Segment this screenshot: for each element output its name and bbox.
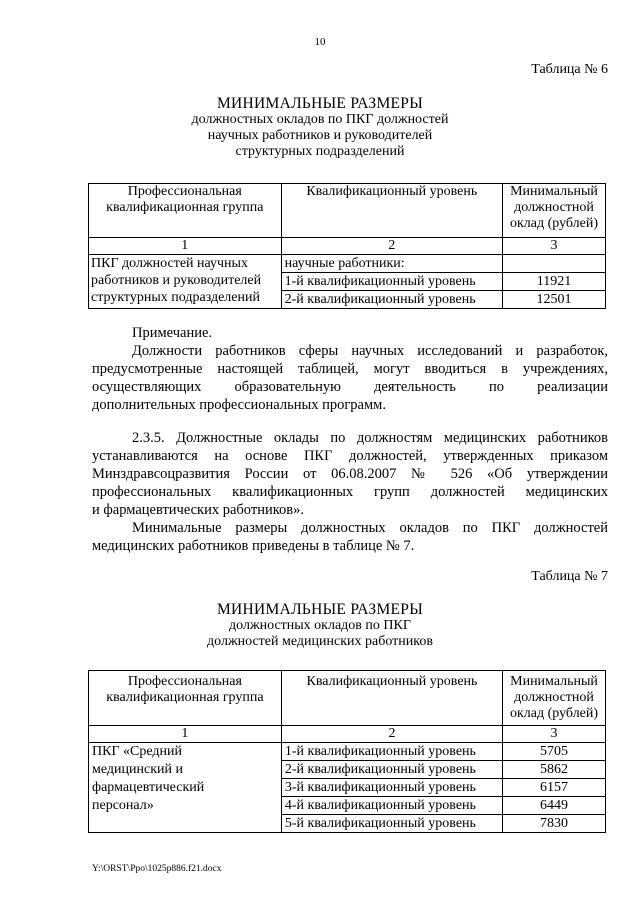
table6-group-cell	[89, 255, 282, 309]
table7-row-salary: 6157	[503, 779, 606, 797]
section-line: 2.3.5. Должностные оклады по должностям медицинских работников	[132, 430, 608, 446]
table7-row-level: 2-й квалификационный уровень	[281, 761, 502, 779]
table7-header-salary: Минимальный должностной оклад (рублей)	[503, 671, 606, 726]
note-line: осуществляющих образовательную деятельность по реализации	[92, 379, 608, 395]
section-line: Минздравсоцразвития России от 06.08.2007 № 526 «Об утверждении	[92, 466, 608, 482]
table7	[88, 670, 606, 833]
table7-subtitle-line: должностных окладов по ПКГ	[229, 618, 411, 633]
table6-subtitle-line: структурных подразделений	[235, 144, 405, 159]
table6-row-level: научные работники:	[281, 255, 502, 273]
table6	[88, 183, 606, 309]
page-number: 10	[314, 36, 326, 48]
table7-row-salary: 7830	[503, 815, 606, 833]
table7-row-salary: 6449	[503, 797, 606, 815]
section-line: и фармацевтических работников».	[92, 502, 304, 518]
note-line: предусмотренные настоящей таблицей, могут вводиться в учреждениях,	[92, 361, 608, 377]
table7-heading	[80, 602, 560, 650]
table6-col-number: 2	[281, 238, 502, 255]
footer-file-path: Y:\ORST\Ppo\1025p886.f21.docx	[92, 864, 222, 874]
table6-group-line: структурных подразделений	[91, 290, 260, 305]
table7-header-group: Профессиональная квалификационная группа	[89, 671, 282, 726]
table6-group-line: ПКГ должностей научных	[91, 256, 248, 271]
note-title: Примечание.	[132, 325, 213, 341]
table7-row-salary: 5862	[503, 761, 606, 779]
table7-title: МИНИМАЛЬНЫЕ РАЗМЕРЫ	[216, 601, 424, 618]
section-line: профессиональных квалификационных групп должностей медицинских	[92, 484, 608, 500]
table6-label: Таблица № 6	[531, 62, 608, 77]
table6-group-line: работников и руководителей	[91, 273, 262, 288]
table7-col-number: 1	[89, 726, 282, 743]
section-line: устанавливаются на основе ПКГ должностей, утвержденных приказом	[92, 448, 608, 464]
table6-col-number: 3	[503, 238, 606, 255]
table6-header-group: Профессиональная квалификационная группа	[89, 184, 282, 238]
table7-row-level: 3-й квалификационный уровень	[281, 779, 502, 797]
table7-row-level: 4-й квалификационный уровень	[281, 797, 502, 815]
table7-row-salary: 5705	[503, 743, 606, 761]
table7-row-level: 1-й квалификационный уровень	[281, 743, 502, 761]
table6-header-salary: Минимальный должностной оклад (рублей)	[503, 184, 606, 238]
table6-heading	[80, 96, 560, 160]
table6-header-level: Квалификационный уровень	[281, 184, 502, 238]
table7-subtitle-line: должностей медицинских работников	[207, 634, 433, 649]
section-line: медицинских работников приведены в таблице № 7.	[92, 538, 415, 554]
table6-subtitle-line: научных работников и руководителей	[207, 128, 433, 143]
table7-header-level: Квалификационный уровень	[281, 671, 502, 726]
table7-col-number: 2	[281, 726, 502, 743]
table6-row-level: 2-й квалификационный уровень	[281, 291, 502, 309]
note-line: Должности работников сферы научных исследований и разработок,	[132, 343, 608, 359]
table6-row-salary: 12501	[503, 291, 606, 309]
table6-row-salary: 11921	[503, 273, 606, 291]
table7-label: Таблица № 7	[531, 569, 608, 584]
note-line: дополнительных профессиональных программ.	[92, 397, 386, 413]
table6-title: МИНИМАЛЬНЫЕ РАЗМЕРЫ	[216, 95, 424, 112]
table6-subtitle-line: должностных окладов по ПКГ должностей	[191, 112, 449, 127]
table6-row-salary	[503, 255, 606, 273]
section-line: Минимальные размеры должностных окладов по ПКГ должностей	[132, 520, 608, 536]
section-2-3-5	[92, 429, 608, 555]
table6-row-level: 1-й квалификационный уровень	[281, 273, 502, 291]
table6-col-number: 1	[89, 238, 282, 255]
table7-group-cell: ПКГ «Средний медицинский и фармацевтический персонал»	[89, 743, 282, 833]
note-block	[92, 324, 608, 414]
table7-col-number: 3	[503, 726, 606, 743]
table7-row-level: 5-й квалификационный уровень	[281, 815, 502, 833]
